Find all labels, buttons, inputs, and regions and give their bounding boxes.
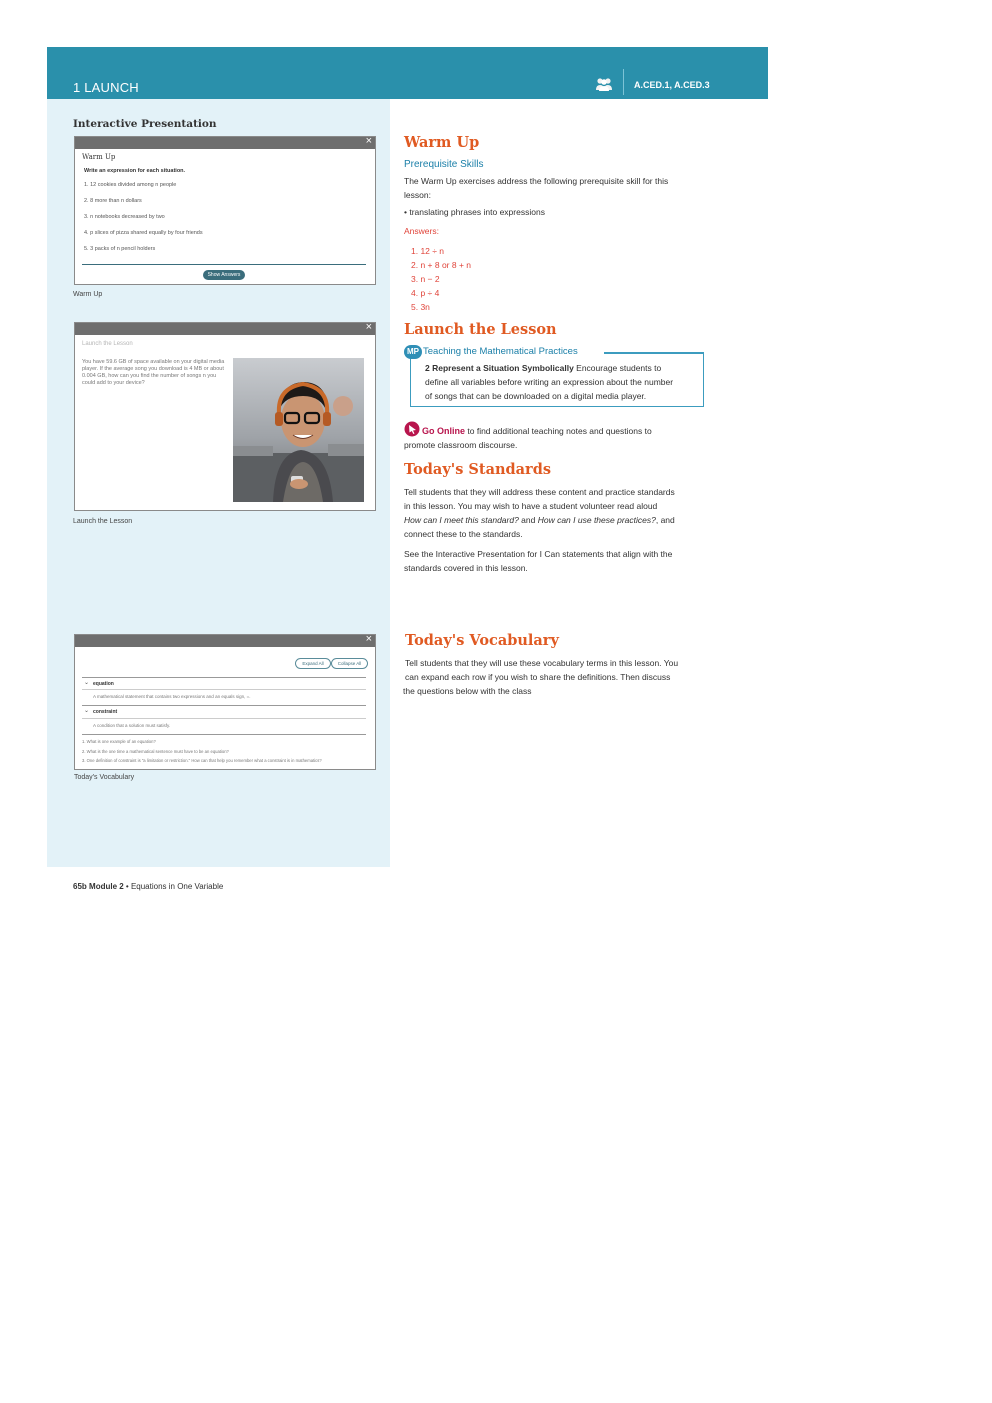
standards-question: How can I meet this standard? bbox=[404, 515, 519, 525]
warmup-item: 4. p slices of pizza shared equally by four friends bbox=[84, 230, 203, 236]
row-divider bbox=[82, 734, 366, 735]
student-photo bbox=[233, 358, 364, 502]
warmup-screenshot bbox=[74, 136, 376, 285]
separator bbox=[82, 264, 366, 265]
standards-text-line bbox=[404, 513, 675, 527]
vocab-definition: A condition that a solution must satisfy. bbox=[93, 723, 171, 728]
close-icon[interactable]: × bbox=[365, 633, 372, 645]
answer-item: 3. n − 2 bbox=[411, 274, 440, 284]
mp-badge-icon: MP bbox=[404, 345, 422, 359]
vocab-question: 2. What is the one time a mathematical sentence must have to be an equation? bbox=[82, 749, 229, 754]
section-header bbox=[47, 47, 768, 99]
show-answers-button[interactable]: Show Answers bbox=[203, 270, 245, 280]
go-online-line bbox=[422, 424, 652, 438]
warmup-caption: Warm Up bbox=[73, 291, 103, 298]
close-icon[interactable]: × bbox=[365, 321, 372, 333]
mp-title: Teaching the Mathematical Practices bbox=[423, 346, 581, 357]
collapse-all-button[interactable]: Collapse All bbox=[331, 658, 368, 669]
mp-text-line: define all variables before writing an expression about the number bbox=[425, 377, 674, 387]
launch-caption: Launch the Lesson bbox=[73, 518, 133, 525]
mp-practice-title: 2 Represent a Situation Symbolically bbox=[425, 363, 574, 373]
standards-text: and bbox=[518, 515, 538, 525]
standards-text: in this lesson. You may wish to have a student volunteer read aloud bbox=[404, 501, 658, 511]
launch-screen-title: Launch the Lesson bbox=[82, 341, 133, 347]
vocab-term[interactable]: equation bbox=[93, 681, 114, 687]
standards-text: , and bbox=[655, 515, 675, 525]
standards-label: A.CED.1, A.CED.3 bbox=[634, 80, 710, 90]
go-online-text: promote classroom discourse. bbox=[404, 440, 518, 450]
warmup-screen-title: Warm Up bbox=[82, 153, 116, 161]
window-titlebar bbox=[75, 137, 375, 149]
prerequisite-bullet: • translating phrases into expressions bbox=[404, 207, 545, 217]
launch-screen-text: player. If the average song you download is 4 MB or about bbox=[82, 366, 224, 372]
header-divider bbox=[623, 69, 624, 95]
mp-text: Encourage students to bbox=[573, 363, 662, 373]
vocab-question: 1. What is one example of an equation? bbox=[82, 739, 156, 744]
standards-question: How can I use these practices? bbox=[537, 515, 656, 525]
vocab-question: 3. One definition of constraint is "a limitation or restriction." How can that help you remember what a constraint is in mathematics? bbox=[82, 758, 322, 763]
vocabulary-text: can expand each row if you wish to share the definitions. Then discuss bbox=[405, 672, 671, 682]
warmup-text: lesson: bbox=[404, 190, 431, 200]
answers-label: Answers: bbox=[404, 226, 439, 236]
row-divider bbox=[82, 718, 366, 719]
close-icon[interactable]: × bbox=[365, 135, 372, 147]
row-divider bbox=[82, 705, 366, 706]
chevron-down-icon[interactable]: ⌄ bbox=[84, 680, 90, 686]
expand-all-button[interactable]: Expand All bbox=[295, 658, 331, 669]
warmup-heading: Warm Up bbox=[404, 134, 480, 151]
chevron-down-icon[interactable]: ⌄ bbox=[84, 708, 90, 714]
warmup-item: 3. n notebooks decreased by two bbox=[84, 214, 165, 220]
vocab-definition: A mathematical statement that contains two expressions and an equals sign, =. bbox=[93, 694, 251, 699]
standards-heading: Today's Standards bbox=[404, 461, 551, 478]
people-icon bbox=[595, 77, 613, 91]
module-title: • Equations in One Variable bbox=[123, 882, 224, 891]
vocabulary-text: the questions below with the class bbox=[403, 686, 532, 696]
standards-text: Tell students that they will address these content and practice standards bbox=[404, 487, 675, 497]
box-top-line bbox=[604, 352, 704, 354]
launch-screen-text: You have 59.6 GB of space available on your digital media bbox=[82, 359, 225, 365]
section-title: 1 LAUNCH bbox=[73, 80, 139, 95]
go-online-text: to find additional teaching notes and questions to bbox=[465, 426, 652, 436]
row-divider bbox=[82, 689, 366, 690]
launch-heading: Launch the Lesson bbox=[404, 321, 557, 338]
vocab-term[interactable]: constraint bbox=[93, 709, 118, 715]
go-online-icon bbox=[404, 421, 420, 437]
window-titlebar bbox=[75, 635, 375, 647]
warmup-item: 2. 8 more than n dollars bbox=[84, 198, 142, 204]
module-label: Module 2 bbox=[89, 882, 124, 891]
standards-text: connect these to the standards. bbox=[404, 529, 523, 539]
row-divider bbox=[82, 677, 366, 678]
prerequisite-skills-heading: Prerequisite Skills bbox=[404, 159, 484, 170]
vocabulary-caption: Today's Vocabulary bbox=[74, 774, 135, 781]
vocabulary-heading: Today's Vocabulary bbox=[405, 632, 559, 649]
answer-item: 5. 3n bbox=[411, 302, 430, 312]
page-footer bbox=[73, 882, 223, 891]
page-number: 65b bbox=[73, 882, 87, 891]
mp-text-line: of songs that can be downloaded on a digital media player. bbox=[425, 391, 647, 401]
warmup-item: 1. 12 cookies divided among n people bbox=[84, 182, 177, 188]
window-titlebar bbox=[75, 323, 375, 335]
vocabulary-text: Tell students that they will use these vocabulary terms in this lesson. You bbox=[405, 658, 679, 668]
mp-text-line bbox=[425, 361, 661, 375]
warmup-item: 5. 3 packs of n pencil holders bbox=[84, 246, 156, 252]
standards-text: standards covered in this lesson. bbox=[404, 563, 528, 573]
warmup-text: The Warm Up exercises address the following prerequisite skill for this bbox=[404, 176, 669, 186]
warmup-instruction: Write an expression for each situation. bbox=[84, 168, 186, 174]
go-online-link[interactable]: Go Online bbox=[422, 426, 466, 436]
launch-screen-text: could add to your device? bbox=[82, 380, 145, 386]
launch-screen-text: 0.004 GB, how can you find the number of songs n you bbox=[82, 373, 217, 379]
answer-item: 4. p ÷ 4 bbox=[411, 288, 440, 298]
interactive-presentation-title: Interactive Presentation bbox=[73, 118, 217, 130]
answer-item: 1. 12 ÷ n bbox=[411, 246, 445, 256]
answer-item: 2. n + 8 or 8 + n bbox=[411, 260, 472, 270]
standards-text: See the Interactive Presentation for I Can statements that align with the bbox=[404, 549, 673, 559]
